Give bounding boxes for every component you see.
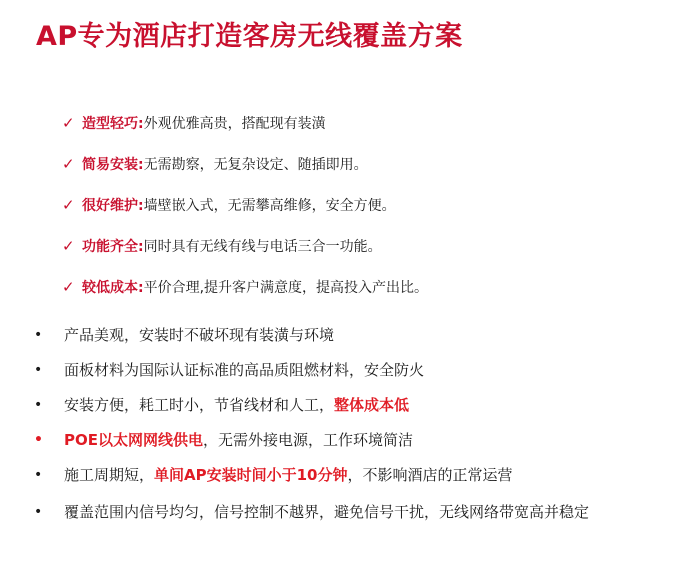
feature-text: 无需勘察，无复杂设定、随插即用。 (143, 156, 368, 173)
feature-label: 简易安装: (82, 156, 144, 173)
checkmark-icon: ✓ (62, 195, 75, 214)
item-text: 面板材料为国际认证标准的高品质阻燃材料，安全防火 (64, 361, 425, 379)
feature-text: 平价合理,提升客户满意度，提高投入产出比。 (143, 279, 429, 296)
feature-text: 墙壁嵌入式，无需攀高维修，安全方便。 (143, 197, 396, 214)
list-item (34, 392, 674, 427)
item-highlight: 整体成本低 (334, 396, 410, 414)
item-text: 施工周期短， (64, 466, 155, 484)
item-text: 覆盖范围内信号均匀，信号控制不越界，避免信号干扰，无线网络带宽高并稳定 (64, 503, 590, 521)
feature-text: 同时具有无线有线与电话三合一功能。 (143, 238, 382, 255)
list-item (34, 357, 674, 392)
feature-item (62, 225, 428, 266)
bullet-dot-icon: • (34, 504, 43, 520)
feature-item (62, 143, 428, 184)
item-text-after: ，无需外接电源，工作环境简洁 (203, 431, 414, 449)
list-item (34, 427, 674, 462)
checkmark-icon: ✓ (62, 113, 75, 132)
page-title: AP专为酒店打造客房无线覆盖方案 (36, 21, 463, 52)
item-highlight: 单间AP安装时间小于10分钟 (154, 466, 348, 484)
bullet-dot-icon: • (34, 467, 43, 483)
item-text-after: ，不影响酒店的正常运营 (347, 466, 513, 484)
item-text: 安装方便，耗工时小，节省线材和人工， (64, 396, 335, 414)
feature-label: 较低成本: (82, 279, 144, 296)
feature-text: 外观优雅高贵，搭配现有装潢 (143, 115, 326, 132)
bullet-dot-icon: • (34, 397, 43, 413)
checkmark-icon: ✓ (62, 277, 75, 296)
feature-item (62, 102, 428, 143)
feature-item (62, 266, 428, 307)
benefit-list (34, 322, 674, 534)
feature-label: 造型轻巧: (82, 115, 144, 132)
checkmark-icon: ✓ (62, 236, 75, 255)
feature-list (62, 102, 428, 307)
bullet-dot-icon: • (34, 327, 43, 343)
feature-item (62, 184, 428, 225)
list-item (34, 462, 674, 497)
feature-label: 很好维护: (82, 197, 144, 214)
bullet-dot-icon: • (34, 432, 43, 448)
checkmark-icon: ✓ (62, 154, 75, 173)
list-item (34, 499, 674, 534)
feature-label: 功能齐全: (82, 238, 144, 255)
bullet-dot-icon: • (34, 362, 43, 378)
item-highlight: POE以太网网线供电 (64, 431, 203, 449)
item-text: 产品美观，安装时不破坏现有装潢与环境 (64, 326, 335, 344)
list-item (34, 322, 674, 357)
